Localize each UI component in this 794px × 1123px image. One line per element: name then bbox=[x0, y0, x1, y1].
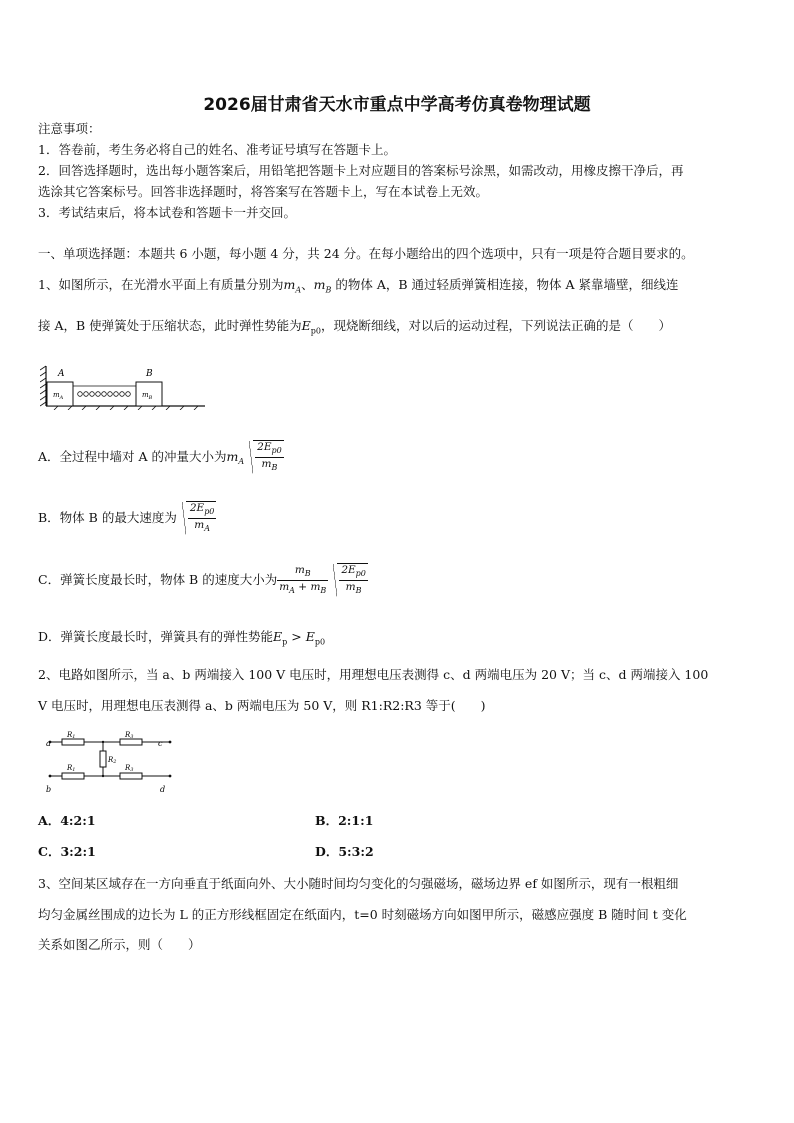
label-R1-bottom: R1 bbox=[67, 764, 76, 773]
page-title: 2026届甘肃省天水市重点中学高考仿真卷物理试题 bbox=[203, 95, 591, 115]
label-R3-bottom: R3 bbox=[125, 764, 134, 773]
q2-option-A: A．4:2:1 bbox=[38, 813, 96, 828]
q1-stem-line2: 接 A，B 使弹簧处于压缩状态，此时弹性势能为$E_{p0}$，现烧断细线，对以后的运动过程，下列说法正确的是（ ） bbox=[38, 318, 672, 336]
label-mB: $m_B$ bbox=[142, 391, 153, 401]
q2-stem-line1: 2、电路如图所示，当 a、b 两端接入 100 V 电压时，用理想电压表测得 c、d 两端电压为 20 V；当 c、d 两端接入 100 bbox=[38, 667, 709, 682]
label-R2: R2 bbox=[108, 756, 117, 765]
label-mA: $m_A$ bbox=[53, 391, 64, 401]
terminal-a: a bbox=[46, 739, 51, 748]
notice-item-1: 1．答卷前，考生务必将自己的姓名、准考证号填写在答题卡上。 bbox=[38, 142, 396, 157]
section-heading: 一、单项选择题：本题共 6 小题，每小题 4 分，共 24 分。在每小题给出的四个选项中，只有一项是符合题目要求的。 bbox=[38, 246, 694, 261]
label-block-B: B bbox=[146, 369, 153, 379]
q2-stem-line2: V 电压时，用理想电压表测得 a、b 两端电压为 50 V，则 R1:R2:R3 等于( ) bbox=[38, 698, 486, 713]
q2-option-D: D．5:3:2 bbox=[315, 844, 374, 859]
label-R1-top: R1 bbox=[67, 731, 76, 740]
q2-figure-circuit bbox=[40, 730, 180, 794]
q3-stem-line3: 关系如图乙所示，则（ ） bbox=[38, 937, 201, 952]
q1-stem-line1: 1、如图所示，在光滑水平面上有质量分别为$m_A$、$m_B$ 的物体 A，B 通过轻质弹簧相连接，物体 A 紧靠墙壁，细线连 bbox=[38, 277, 679, 295]
q3-stem-line2: 均匀金属丝围成的边长为 L 的正方形线框固定在纸面内，t=0 时刻磁场方向如图甲所示，磁感应强度 B 随时间 t 变化 bbox=[38, 907, 687, 922]
notice-heading: 注意事项： bbox=[38, 121, 101, 136]
q2-option-C: C．3:2:1 bbox=[38, 844, 96, 859]
q1-option-D: D．弹簧长度最长时，弹簧具有的弹性势能$E_p > E_{p0}$ bbox=[38, 629, 326, 647]
q3-stem-line1: 3、空间某区域存在一方向垂直于纸面向外、大小随时间均匀变化的匀强磁场，磁场边界 ef 如图所示，现有一根粗细 bbox=[38, 876, 679, 891]
q2-option-B: B．2:1:1 bbox=[315, 813, 374, 828]
label-block-A: A bbox=[58, 369, 65, 379]
notice-item-3: 3．考试结束后，将本试卷和答题卡一并交回。 bbox=[38, 205, 296, 220]
terminal-c: c bbox=[158, 739, 163, 748]
q1-option-C: C．弹簧长度最长时，物体 B 的速度大小为 $\frac{m_B}{m_A + m_B}$ $\frac{2E_{p0}}{m_B}$ bbox=[38, 563, 366, 596]
terminal-b: b bbox=[46, 785, 52, 794]
q1-option-A: A．全过程中墙对 A 的冲量大小为$m_A$ $\frac{2E_{p0}}{m_B}$ bbox=[38, 441, 282, 473]
label-R3-top: R3 bbox=[125, 731, 134, 740]
notice-item-2: 2．回答选择题时，选出每小题答案后，用铅笔把答题卡上对应题目的答案标号涂黑，如需改动，用橡皮擦干净后，再 bbox=[38, 163, 684, 178]
q1-figure-spring-blocks bbox=[40, 362, 210, 410]
q1-option-B: B．物体 B 的最大速度为 $\frac{2E_{p0}}{m_A}$ bbox=[38, 502, 215, 534]
notice-item-2-cont: 选涂其它答案标号。回答非选择题时，将答案写在答题卡上，写在本试卷上无效。 bbox=[38, 184, 489, 199]
terminal-d: d bbox=[160, 785, 166, 794]
